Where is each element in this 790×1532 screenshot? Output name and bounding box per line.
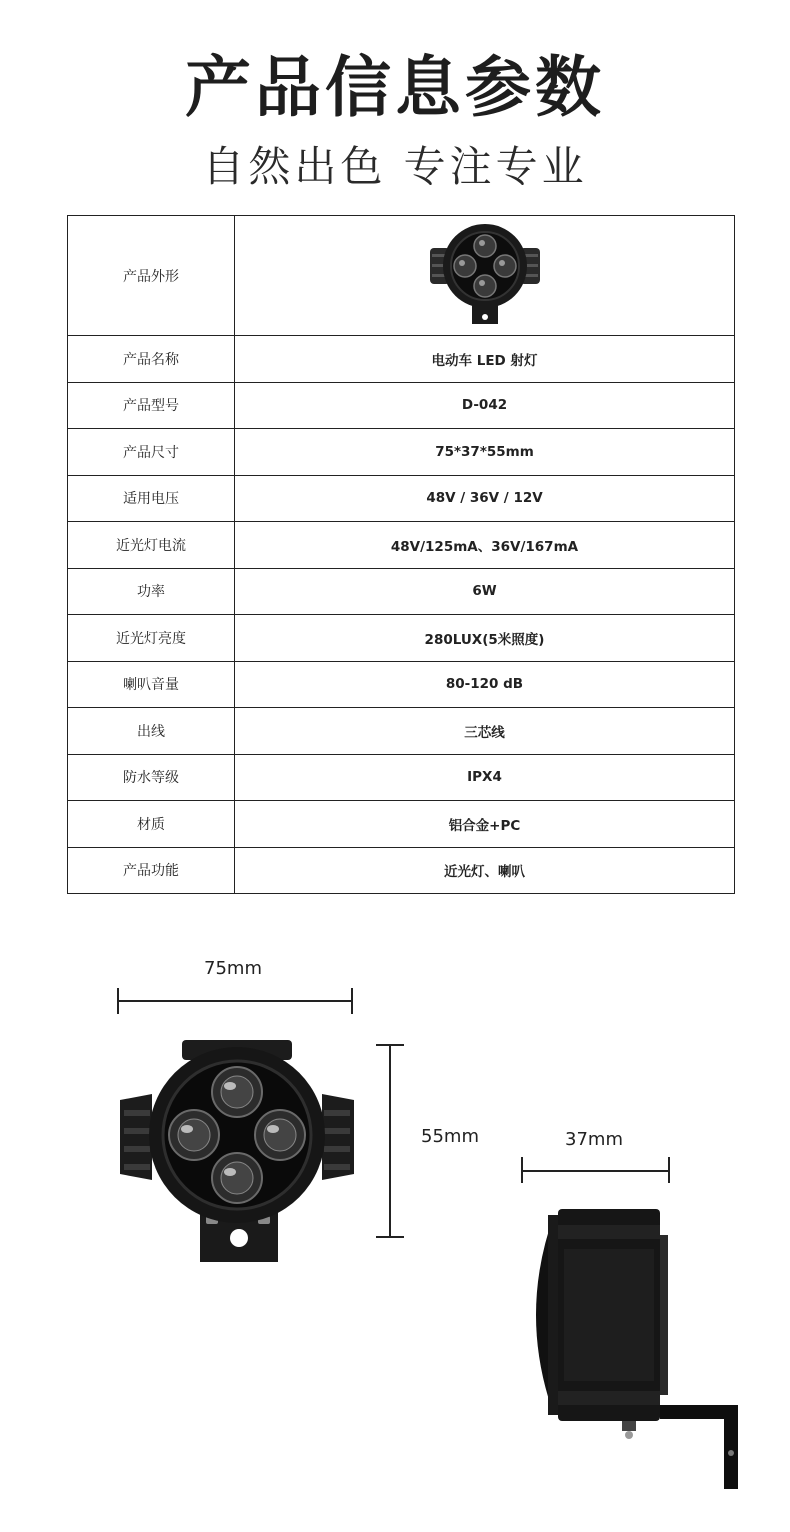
row-value: D-042 [235,382,735,429]
row-value: 48V/125mA、36V/167mA [235,522,735,569]
row-label: 材质 [68,801,235,848]
row-value: 近光灯、喇叭 [235,847,735,894]
table-row [68,216,735,336]
row-value: 80-120 dB [235,661,735,708]
depth-dimension-tick-right [668,1157,670,1183]
row-label: 产品功能 [68,847,235,894]
width-dimension-label: 75mm [204,958,262,979]
table-row [68,522,735,569]
row-value: 48V / 36V / 12V [235,475,735,522]
row-value: 三芯线 [235,708,735,755]
table-row [68,429,735,476]
row-value: IPX4 [235,754,735,801]
table-row [68,568,735,615]
product-thumbnail-cell [235,216,735,336]
product-front-view-image [112,1030,362,1270]
table-row [68,801,735,848]
row-value: 6W [235,568,735,615]
height-dimension-line [389,1045,391,1237]
width-dimension-tick-left [117,988,119,1014]
table-row [68,615,735,662]
depth-dimension-tick-left [521,1157,523,1183]
product-side-view-image [518,1205,748,1495]
table-row [68,661,735,708]
table-row [68,708,735,755]
table-row [68,382,735,429]
depth-dimension-line [521,1170,670,1172]
row-label: 产品外形 [68,216,235,336]
width-dimension-line [117,1000,353,1002]
row-label: 功率 [68,568,235,615]
row-value: 铝合金+PC [235,801,735,848]
row-value: 电动车 LED 射灯 [235,336,735,383]
row-value: 75*37*55mm [235,429,735,476]
depth-dimension-label: 37mm [565,1129,623,1150]
row-label: 近光灯亮度 [68,615,235,662]
spec-table [67,215,735,894]
row-label: 喇叭音量 [68,661,235,708]
table-row [68,754,735,801]
width-dimension-tick-right [351,988,353,1014]
page-title: 产品信息参数 [185,49,605,126]
row-value: 280LUX(5米照度) [235,615,735,662]
row-label: 产品型号 [68,382,235,429]
height-dimension-tick-top [376,1044,404,1046]
table-row [68,847,735,894]
height-dimension-label: 55mm [421,1126,479,1147]
page-subtitle: 自然出色 专注专业 [202,142,588,191]
product-thumbnail-image [420,218,550,330]
height-dimension-tick-bottom [376,1236,404,1238]
row-label: 产品名称 [68,336,235,383]
row-label: 出线 [68,708,235,755]
row-label: 防水等级 [68,754,235,801]
table-row [68,475,735,522]
row-label: 产品尺寸 [68,429,235,476]
row-label: 适用电压 [68,475,235,522]
table-row [68,336,735,383]
row-label: 近光灯电流 [68,522,235,569]
